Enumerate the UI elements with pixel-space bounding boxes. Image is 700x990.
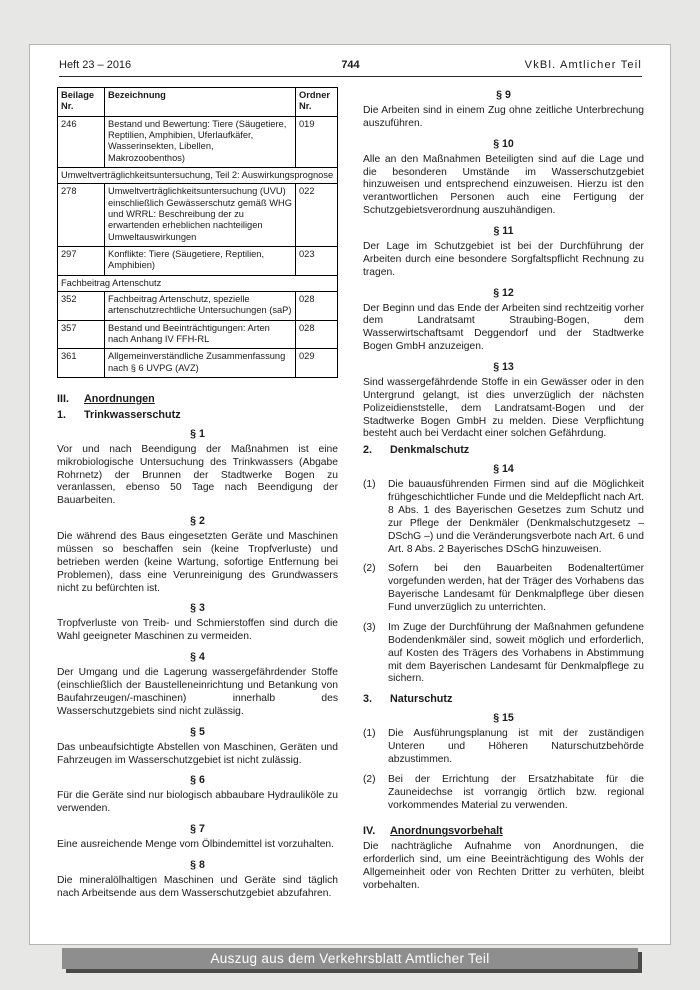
item-number: (3) bbox=[363, 621, 376, 633]
paragraph-mark: § 13 bbox=[493, 361, 514, 374]
cell-ordner-nr: 028 bbox=[296, 291, 338, 320]
paragraph-mark: § 12 bbox=[493, 286, 514, 299]
paragraph-text: Die mineralölhaltigen Maschinen und Geräte sind täglich nach Arbeitsende aus dem Wasserschutzgebiet abzufahren. bbox=[57, 874, 338, 899]
heading-label: Anordnungen bbox=[84, 392, 155, 405]
item-text: Die Ausführungsplanung ist mit der zuständigen Unteren und Höheren Naturschutzbehörde abzustimmen. bbox=[388, 728, 644, 765]
cell-bezeichnung: Allgemeinverständliche Zusammenfassung nach § 6 UVPG (AVZ) bbox=[105, 349, 296, 378]
table-section-label: Fachbeitrag Artenschutz bbox=[58, 275, 338, 291]
paragraph-mark: § 10 bbox=[493, 137, 514, 150]
numbered-item bbox=[363, 622, 644, 686]
item-text: Bei der Errichtung der Ersatzhabitate für die Zauneidechse ist vorrangig örtlich bzw. regional vorkommendes Material zu verwenden. bbox=[388, 773, 644, 811]
cell-bezeichnung: Umweltverträglichkeitsuntersuchung (UVU) einschließlich Gewässerschutz gemäß WHG und WRRL: Beschreibung der zu erwartenden erheblichen nachteiligen Umweltauswirkungen bbox=[105, 184, 296, 247]
paragraph-text: Die während des Baus eingesetzten Geräte und Maschinen müssen so beschaffen sein (keine Tropfverluste) und betrieben werden (keine Wartung, sofortige Entfernung bei Problemen), dass eine Verunreinigung des Grundwassers nicht zu befürchten ist. bbox=[57, 531, 338, 594]
heading-number: III. bbox=[57, 392, 69, 405]
cell-ordner-nr: 019 bbox=[296, 116, 338, 167]
paragraph-text: Der Beginn und das Ende der Arbeiten sind rechtzeitig vorher dem Landratsamt Straubing-Bogen, dem Wasserwirtschaftsamt Deggendorf und der Stadtwerke Bogen GmbH anzuzeigen. bbox=[363, 302, 644, 353]
table-body bbox=[58, 116, 338, 377]
heading-number: 1. bbox=[57, 408, 67, 421]
paragraph-text: Alle an den Maßnahmen Beteiligten sind auf die Lage und die besonderen Umstände im Wasserschutzgebiet hinzuweisen und entsprechend einzuweisen. Hierzu ist den verantwortlichen Personen auch eine Fertigung der Schutzgebietsverordnung auszuhändigen. bbox=[363, 153, 644, 217]
paragraph-mark: § 2 bbox=[190, 515, 205, 528]
table-row bbox=[58, 184, 338, 247]
table-row bbox=[58, 246, 338, 275]
item-number: (2) bbox=[363, 773, 376, 785]
paragraph-mark: § 3 bbox=[190, 602, 205, 615]
subsection-heading bbox=[363, 444, 644, 456]
table-row bbox=[58, 320, 338, 349]
item-text: Die bauausführenden Firmen sind auf die Möglichkeit frühgeschichtlicher Funde und die Meldepflicht nach Art. 8 Abs. 1 des Bayerischen Gesetzes zum Schutz und zur Pflege der Denkmäler (Denkmalschutzgesetz – DSchG –) und die Veränderungsverbote nach Art. 6 und Art. 8 Abs. 2 Bayerisches DSchG hinzuweisen. bbox=[388, 479, 644, 555]
subsection-heading bbox=[57, 409, 338, 421]
table-header-beilage-nr: Beilage Nr. bbox=[58, 88, 105, 117]
paragraph-text: Die Arbeiten sind in einem Zug ohne zeitliche Unterbrechung auszuführen. bbox=[363, 105, 644, 129]
right-column bbox=[363, 87, 644, 904]
content-columns bbox=[57, 87, 644, 904]
cell-ordner-nr: 023 bbox=[296, 246, 338, 275]
item-text: Sofern bei den Bauarbeiten Bodenaltertümer vorgefunden werden, hat der Träger des Vorhabens das Bayerische Landesamt für Denkmalpflege über diesen Fund unverzüglich zu unterrichten. bbox=[388, 563, 644, 614]
paragraph-text: Für die Geräte sind nur biologisch abbaubare Hydrauliköle zu verwenden. bbox=[57, 790, 338, 815]
paragraph-text: Der Umgang und die Lagerung wassergefährdender Stoffe (einschließlich der Baustelleneinrichtung und Betankung von Baufahrzeugen/-maschinen) innerhalb des Wasserschutzgebiets sind nicht zulässig. bbox=[57, 667, 338, 717]
paragraph-mark: § 7 bbox=[190, 823, 205, 836]
section-heading bbox=[363, 825, 644, 837]
cell-beilage-nr: 278 bbox=[58, 184, 105, 247]
paragraph-text: Der Lage im Schutzgebiet ist bei der Durchführung der Arbeiten durch eine besondere Sorgfaltspflicht Rechnung zu tragen. bbox=[363, 241, 644, 278]
paragraph-mark: § 5 bbox=[190, 725, 205, 738]
cell-bezeichnung: Bestand und Beeinträchtigungen: Arten nach Anhang IV FFH-RL bbox=[105, 320, 296, 349]
item-number: (2) bbox=[363, 563, 376, 575]
paragraph-text: Die nachträgliche Aufnahme von Anordnungen, die erforderlich sind, um eine Beeinträchtigung des Wohls der Allgemeinheit oder von Rechten Dritter zu verhüten, bleibt vorbehalten. bbox=[363, 841, 644, 891]
paragraph-mark: § 4 bbox=[190, 651, 205, 664]
table-header-bezeichnung: Bezeichnung bbox=[105, 88, 296, 117]
numbered-item bbox=[363, 774, 644, 813]
heading-number: 2. bbox=[363, 444, 373, 457]
numbered-item bbox=[363, 728, 644, 767]
table-section-label: Umweltverträglichkeitsuntersuchung, Teil 2: Auswirkungsprognose bbox=[58, 167, 338, 183]
paragraph-mark: § 14 bbox=[493, 463, 514, 476]
right-column-text bbox=[363, 89, 644, 893]
page-header bbox=[57, 57, 644, 76]
paragraph-text: Vor und nach Beendigung der Maßnahmen ist eine mikrobiologische Untersuchung des Trinkwassers (Abgabe Rohrnetz) der Brunnen der Stadtwerke Bogen zu veranlassen, ebenso 50 Tage nach Beendigung der Bauarbeiten. bbox=[57, 443, 338, 507]
cell-ordner-nr: 029 bbox=[296, 349, 338, 378]
heading-number: IV. bbox=[363, 825, 376, 838]
paragraph-text: Eine ausreichende Menge vom Ölbindemittel ist vorzuhalten. bbox=[57, 839, 335, 851]
table-header-ordner-nr: Ordner Nr. bbox=[296, 88, 338, 117]
paragraph-mark: § 9 bbox=[496, 89, 511, 101]
header-journal-title: VkBl. Amtlicher Teil bbox=[524, 59, 642, 71]
table-section-row bbox=[58, 275, 338, 291]
heading-label: Trinkwasserschutz bbox=[84, 408, 181, 421]
heading-label: Anordnungsvorbehalt bbox=[390, 825, 503, 838]
heading-label: Denkmalschutz bbox=[390, 444, 470, 457]
footer-banner bbox=[62, 948, 638, 969]
cell-beilage-nr: 357 bbox=[58, 320, 105, 349]
paragraph-mark: § 8 bbox=[190, 858, 205, 871]
section-heading bbox=[57, 393, 338, 405]
heading-label: Naturschutz bbox=[390, 693, 453, 706]
header-page-number: 744 bbox=[341, 59, 360, 71]
cell-beilage-nr: 361 bbox=[58, 349, 105, 378]
paragraph-mark: § 11 bbox=[493, 225, 514, 238]
paragraph-text: Tropfverluste von Treib- und Schmierstoffen sind durch die Wahl geeigneter Maschinen zu vermeiden. bbox=[57, 618, 338, 643]
subsection-heading bbox=[363, 693, 644, 705]
paragraph-text: Das unbeaufsichtigte Abstellen von Maschinen, Geräten und Fahrzeugen im Wasserschutzgebiet ist nicht zulässig. bbox=[57, 741, 338, 766]
table-head bbox=[58, 88, 338, 117]
cell-beilage-nr: 246 bbox=[58, 116, 105, 167]
paragraph-mark: § 6 bbox=[190, 774, 205, 787]
document-page bbox=[29, 44, 671, 945]
footer-banner-text: Auszug aus dem Verkehrsblatt Amtlicher Teil bbox=[210, 951, 490, 966]
table-row bbox=[58, 291, 338, 320]
numbered-item bbox=[363, 563, 644, 614]
cell-bezeichnung: Bestand und Bewertung: Tiere (Säugetiere, Reptilien, Amphibien, Uferlaufkäfer, Wasserinsekten, Libellen, Makrozoobenthos) bbox=[105, 116, 296, 167]
cell-ordner-nr: 022 bbox=[296, 184, 338, 247]
item-number: (1) bbox=[363, 728, 376, 740]
cell-bezeichnung: Fachbeitrag Artenschutz, spezielle artenschutzrechtliche Untersuchungen (saP) bbox=[105, 291, 296, 320]
table-row bbox=[58, 349, 338, 378]
cell-bezeichnung: Konflikte: Tiere (Säugetiere, Reptilien, Amphibien) bbox=[105, 246, 296, 275]
cell-ordner-nr: 028 bbox=[296, 320, 338, 349]
paragraph-text: Sind wassergefährdende Stoffe in ein Gewässer oder in den Untergrund gelangt, ist dies unverzüglich der nächsten Polizeidienststelle, dem Landratsamt-Bogen und der Stadtwerke Bogen GmbH zu melden. Diese Verpflichtung besteht auch bei Verdacht einer solchen Gefährdung. bbox=[363, 377, 644, 440]
left-column bbox=[57, 87, 338, 904]
cell-beilage-nr: 352 bbox=[58, 291, 105, 320]
table-section-row bbox=[58, 167, 338, 183]
item-text: Im Zuge der Durchführung der Maßnahmen gefundene Bodendenkmäler sind, soweit möglich und erforderlich, auf Kosten des Trägers des Vorhabens in Abstimmung mit dem Bayerischen Landesamt für Denkmalpflege zu sichern. bbox=[388, 621, 644, 685]
table-header-row bbox=[58, 88, 338, 117]
cell-beilage-nr: 297 bbox=[58, 246, 105, 275]
header-issue: Heft 23 – 2016 bbox=[59, 59, 132, 71]
numbered-item bbox=[363, 479, 644, 556]
paragraph-mark: § 1 bbox=[190, 427, 205, 440]
paragraph-mark: § 15 bbox=[493, 712, 514, 725]
item-number: (1) bbox=[363, 479, 376, 491]
heading-number: 3. bbox=[363, 693, 373, 706]
attachments-table bbox=[57, 87, 338, 378]
table-row bbox=[58, 116, 338, 167]
header-rule bbox=[59, 76, 642, 77]
left-column-text bbox=[57, 393, 338, 901]
